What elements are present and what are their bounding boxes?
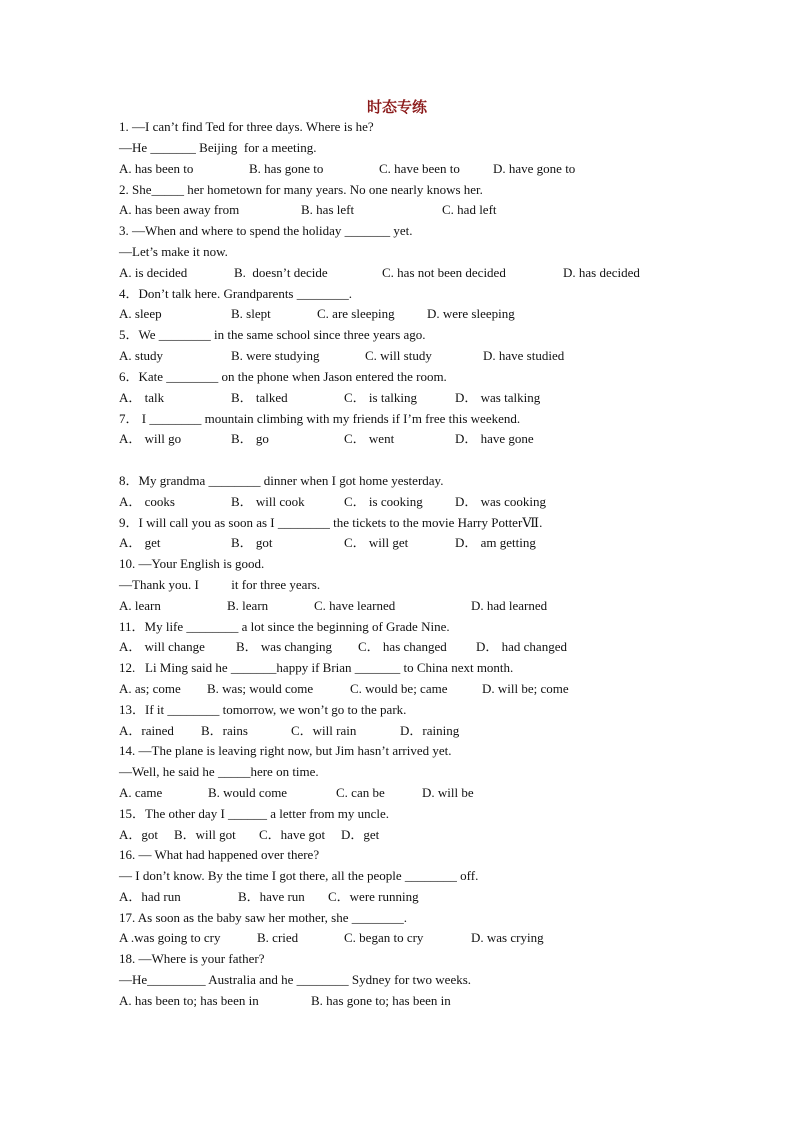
option-c: C. will study [365,348,432,363]
option-d: D． am getting [455,535,536,550]
question-4-stem: 4．Don’t talk here. Grandparents ________. [119,286,352,301]
question-13-stem: 13．If it ________ tomorrow, we won’t go to the park. [119,702,407,717]
option-b: B．rains [201,723,248,738]
question-11-stem: 11．My life ________ a lot since the beginning of Grade Nine. [119,619,450,634]
option-a: A． talk [119,390,165,405]
option-c: C. began to cry [344,930,424,945]
option-d: D． have gone [455,431,534,446]
option-b: B．have run [238,889,305,904]
question-6-stem: 6．Kate ________ on the phone when Jason entered the room. [119,369,447,384]
option-c: C．will rain [291,723,357,738]
question-2-stem: 2. She_____ her hometown for many years. No one nearly knows her. [119,182,483,197]
option-d: D． was talking [455,390,541,405]
question-1-options [119,161,679,177]
option-c: C． is cooking [344,494,423,509]
option-a: A. as; come [119,681,181,696]
option-a: A．rained [119,723,174,738]
question-15-options [119,827,679,843]
option-c: C. has not been decided [382,265,506,280]
option-c: C． will get [344,535,409,550]
option-a: A. sleep [119,306,162,321]
question-18-stem: 18. —Where is your father? [119,951,265,966]
question-3-stem: 3. —When and where to spend the holiday _______ yet. [119,223,413,238]
option-a: A． will go [119,431,182,446]
question-7-stem: 7． I ________ mountain climbing with my friends if I’m free this weekend. [119,411,521,426]
option-d: D． was cooking [455,494,546,509]
option-a: A. is decided [119,265,188,280]
page-title: 时态专练 [366,98,427,116]
question-16-options [119,889,679,905]
option-a: A. study [119,348,164,363]
option-c: C. have learned [314,598,396,613]
option-a: A. has been to; has been in [119,993,259,1008]
question-2-options [119,202,679,218]
option-b: B. cried [257,930,299,945]
question-13-options [119,723,679,739]
question-12-options [119,681,679,697]
option-c: C． went [344,431,395,446]
question-12-stem: 12. Li Ming said he _______happy if Brian _______ to China next month. [119,660,514,675]
question-18-options [119,993,679,1009]
question-9-stem: 9．I will call you as soon as I ________ the tickets to the movie Harry PotterⅦ. [119,515,543,530]
option-b: B. has left [301,202,355,217]
question-10-stem: 10. —Your English is good. [119,556,265,571]
question-17-stem: 17. As soon as the baby saw her mother, she ________. [119,910,407,925]
option-a: A． will change [119,639,205,654]
option-c: C. have been to [379,161,460,176]
option-d: D. will be [422,785,474,800]
option-a: A. has been to [119,161,194,176]
option-b: B. slept [231,306,271,321]
option-c: C. would be; came [350,681,448,696]
option-a: A .was going to cry [119,930,221,945]
question-11-options [119,639,679,655]
question-1-stem: 1. —I can’t find Ted for three days. Where is he? [119,119,374,134]
option-d: D. were sleeping [427,306,515,321]
question-8-options [119,494,679,510]
option-d: D．raining [400,723,460,738]
option-b: B. has gone to [249,161,324,176]
question-14-options [119,785,679,801]
option-a: A. learn [119,598,161,613]
question-10-answer-line: —Thank you. I it for three years. [119,577,321,592]
question-15-stem: 15．The other day I ______ a letter from my uncle. [119,806,390,821]
question-17-options [119,930,679,946]
option-a: A． cooks [119,494,175,509]
option-b: B． talked [231,390,288,405]
option-a: A. has been away from [119,202,240,217]
option-c: C. had left [442,202,497,217]
option-a: A． get [119,535,161,550]
question-5-stem: 5．We ________ in the same school since three years ago. [119,327,426,342]
option-d: D. will be; come [482,681,569,696]
option-a: A. came [119,785,163,800]
question-1-answer-line: —He _______ Beijing for a meeting. [119,140,317,155]
question-6-options [119,390,679,406]
option-c: C． has changed [358,639,447,654]
question-9-options [119,535,679,551]
option-d: D. have studied [483,348,565,363]
option-b: B. were studying [231,348,320,363]
option-b: B．will got [174,827,236,842]
option-c: C．were running [328,889,419,904]
question-5-options [119,348,679,364]
question-14-stem: 14. —The plane is leaving right now, but Jim hasn’t arrived yet. [119,743,452,758]
option-d: D. has decided [563,265,640,280]
question-16-answer-line: — I don’t know. By the time I got there, all the people ________ off. [119,868,479,883]
option-b: B． was changing [236,639,333,654]
option-b: B. would come [208,785,288,800]
option-d: D. was crying [471,930,544,945]
option-b: B. learn [227,598,269,613]
option-c: C．have got [259,827,326,842]
question-3-answer-line: —Let’s make it now. [119,244,228,259]
option-b: B． got [231,535,273,550]
option-d: D. have gone to [493,161,576,176]
question-18-answer-line: —He_________ Australia and he ________ Sydney for two weeks. [119,972,472,987]
question-10-options [119,598,679,614]
option-c: C. can be [336,785,385,800]
question-14-answer-line: —Well, he said he _____here on time. [119,764,319,779]
option-d: D．get [341,827,380,842]
option-c: C. are sleeping [317,306,395,321]
option-a: A．got [119,827,159,842]
option-b: B． go [231,431,269,446]
question-16-stem: 16. — What had happened over there? [119,847,320,862]
option-b: B. has gone to; has been in [311,993,451,1008]
question-8-stem: 8．My grandma ________ dinner when I got home yesterday. [119,473,444,488]
option-d: D. had learned [471,598,548,613]
question-4-options [119,306,679,322]
option-b: B. was; would come [207,681,314,696]
option-a: A．had run [119,889,181,904]
option-b: B． will cook [231,494,305,509]
option-c: C． is talking [344,390,417,405]
option-d: D． had changed [476,639,567,654]
question-7-options [119,431,679,447]
option-b: B. doesn’t decide [234,265,328,280]
question-3-options [119,265,679,281]
